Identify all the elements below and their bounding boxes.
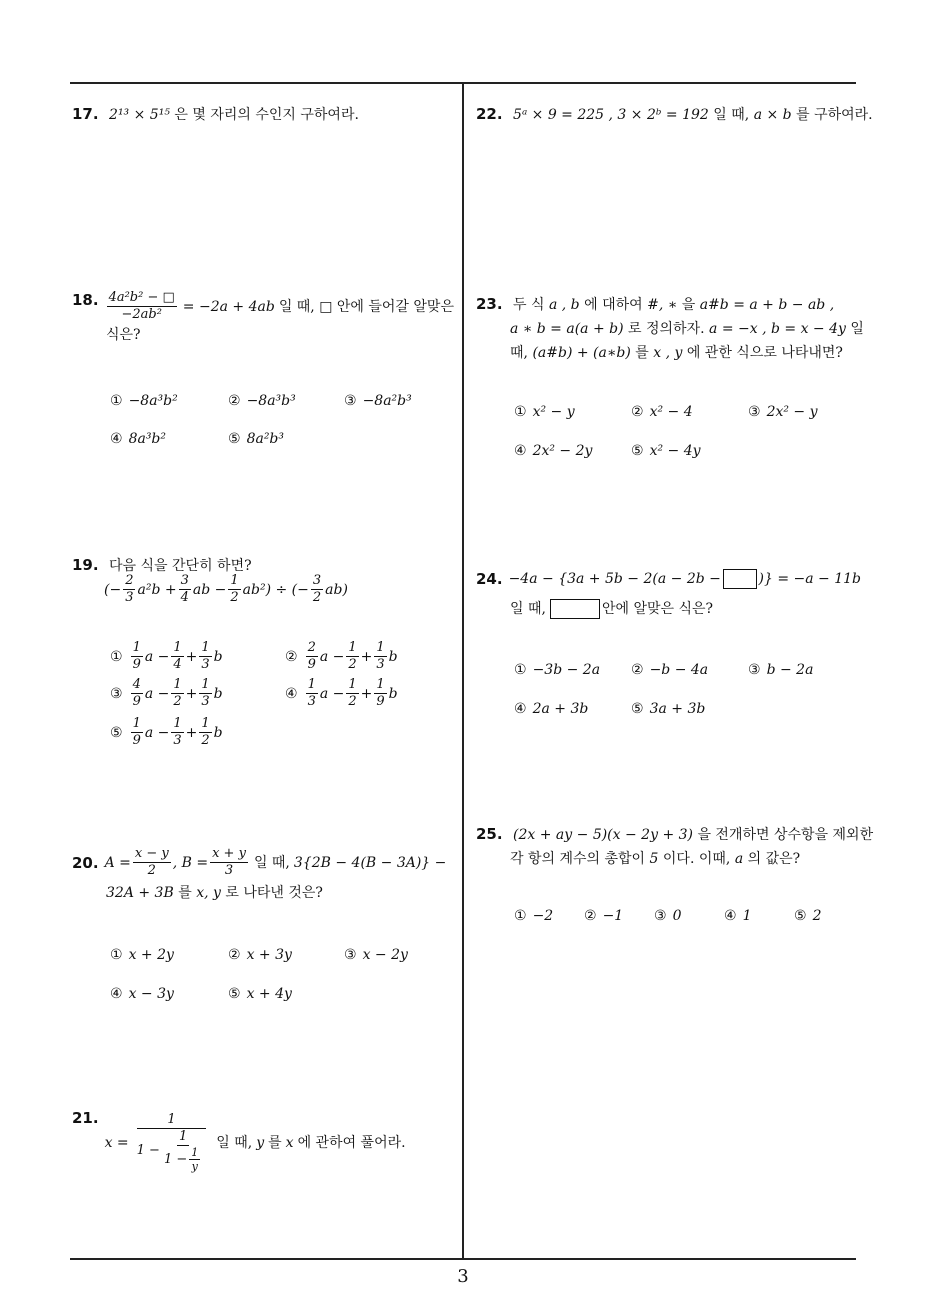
numerator: x − y	[134, 846, 169, 861]
problem-17	[72, 102, 359, 127]
problem-24	[476, 567, 861, 621]
choice-marker: ①	[110, 947, 123, 963]
expr-part: a −	[144, 724, 170, 741]
problem-text: 의 값은?	[747, 851, 801, 867]
math-expression: (a#b) + (a∗b)	[532, 345, 631, 361]
problem-text: 에 관하여 풀어라.	[297, 1134, 406, 1151]
denominator: 2	[230, 590, 239, 605]
denominator: 3	[201, 657, 210, 672]
expr-part: ab −	[192, 581, 227, 598]
option-value: −b − 4a	[649, 662, 709, 678]
option-value: 2	[812, 908, 822, 924]
numerator: 1	[348, 677, 357, 692]
problem-number: 19.	[72, 556, 99, 574]
choice-marker: ⑤	[228, 986, 241, 1002]
denominator: 2	[348, 694, 357, 709]
expr-part: x =	[104, 1134, 129, 1151]
problem-19-expression	[104, 573, 348, 606]
numerator: 1	[348, 640, 357, 655]
denominator: 2	[312, 590, 322, 605]
option-5[interactable]	[228, 986, 292, 1002]
problem-text: 각 항의 계수의 총합이	[510, 851, 646, 867]
numerator: x + y	[212, 846, 246, 861]
problem-23	[476, 292, 864, 365]
problem-text: 에 대하여	[584, 297, 643, 313]
problem-text-cont: 식은?	[106, 327, 141, 343]
option-value: 1	[742, 908, 752, 924]
option-5[interactable]	[228, 431, 284, 447]
fraction	[133, 846, 171, 879]
problem-text: 를	[178, 885, 192, 901]
option-5[interactable]	[110, 716, 223, 749]
option-2[interactable]	[631, 662, 708, 678]
option-value: −8a³b²	[128, 393, 178, 409]
expr-part: ab)	[325, 581, 348, 598]
choice-marker: ⑤	[110, 724, 123, 741]
denominator: 9	[132, 694, 141, 709]
math-expression: #, ∗	[647, 297, 678, 313]
fraction	[123, 573, 135, 606]
fraction	[189, 1146, 200, 1173]
option-value: −2	[532, 908, 554, 924]
problem-text: 일 때,	[713, 107, 750, 123]
problem-number: 18.	[72, 291, 99, 309]
math-expression: x	[285, 1134, 294, 1151]
math-expression: −4a − {3a + 5b − 2(a − 2b −	[508, 571, 721, 587]
choice-marker: ③	[344, 393, 357, 409]
math-expression: 32A + 3B	[106, 885, 174, 901]
choice-marker: ②	[631, 662, 644, 678]
fraction	[346, 677, 358, 710]
denominator: 2	[147, 863, 156, 878]
option-4[interactable]	[110, 431, 166, 447]
problem-number: 24.	[476, 570, 503, 588]
expr-part: a −	[144, 685, 170, 702]
math-expression: )} = −a − 11b	[758, 571, 861, 587]
expr-part: a −	[319, 648, 345, 665]
numerator: 3	[180, 573, 189, 588]
math-expression: x, y	[196, 885, 221, 901]
option-3[interactable]	[748, 662, 813, 678]
numerator: 1	[132, 716, 141, 731]
option-2[interactable]	[228, 947, 292, 963]
numerator: 4a²b² − □	[108, 290, 175, 305]
expr-part: +	[360, 685, 373, 702]
problem-text: 안에 알맞은 식은?	[601, 601, 714, 617]
math-expression: 3{2B − 4(B − 3A)} −	[293, 854, 447, 871]
option-value: x² − y	[532, 404, 575, 420]
choice-marker: ①	[514, 404, 527, 420]
expr-part: a −	[144, 648, 170, 665]
expr-part: , B =	[172, 854, 209, 871]
numerator: 1	[178, 1129, 188, 1144]
option-2[interactable]	[631, 404, 693, 420]
problem-text: 이다. 이때,	[662, 851, 731, 867]
expr-part: +	[360, 648, 373, 665]
numerator: 1	[376, 677, 385, 692]
numerator: 2	[125, 573, 134, 588]
blank-box	[550, 599, 600, 619]
expr-part: b	[388, 648, 398, 665]
math-expression: a = −x , b = x − 4y	[709, 321, 846, 337]
option-1[interactable]	[514, 662, 600, 678]
numerator: 1	[376, 640, 385, 655]
problem-text: 로 나타낸 것은?	[225, 885, 323, 901]
numerator: 1	[307, 677, 316, 692]
fraction	[131, 640, 143, 673]
choice-marker: ④	[110, 431, 123, 447]
problem-25	[476, 822, 874, 871]
fraction	[162, 1129, 204, 1173]
choice-marker: ④	[514, 443, 527, 459]
denominator	[162, 1146, 204, 1173]
problem-text: 에 관한 식으로 나타내면?	[686, 345, 843, 361]
option-2[interactable]	[228, 393, 296, 409]
problem-text: 를	[635, 345, 649, 361]
problem-text: 일 때,	[510, 601, 546, 617]
choice-marker: ⑤	[794, 908, 807, 924]
option-value: x + 3y	[246, 947, 292, 963]
math-expression: x , y	[653, 345, 683, 361]
expr-part: +	[185, 685, 198, 702]
choice-marker: ⑤	[228, 431, 241, 447]
choice-marker: ②	[228, 393, 241, 409]
denominator: 3	[224, 863, 234, 878]
option-value: −1	[602, 908, 624, 924]
denominator: 2	[201, 733, 210, 748]
option-value: 2x² − y	[766, 404, 818, 420]
option-value: 2a + 3b	[532, 701, 589, 717]
fraction	[131, 716, 143, 749]
math-expression: 5	[649, 851, 659, 867]
choice-marker: ①	[110, 648, 123, 665]
problem-number: 23.	[476, 295, 503, 313]
option-3[interactable]	[344, 393, 412, 409]
numerator: 3	[312, 573, 322, 588]
fraction	[306, 640, 318, 673]
problem-text: 일 때, □ 안에 들어갈 알맞은	[278, 298, 454, 315]
choice-marker: ⑤	[631, 701, 644, 717]
fraction	[228, 573, 240, 606]
denominator: 9	[376, 694, 385, 709]
option-2[interactable]	[285, 640, 398, 673]
numerator: 1	[173, 640, 182, 655]
problem-22	[476, 102, 873, 127]
option-value: −3b − 2a	[532, 662, 601, 678]
option-value: 0	[672, 908, 682, 924]
numerator: 1	[137, 1112, 205, 1129]
continued-fraction	[135, 1112, 209, 1173]
problem-text: 를 구하여라.	[796, 107, 873, 123]
fraction	[131, 677, 143, 710]
option-value: x² − 4	[649, 404, 693, 420]
expr-part: ab²) ÷ (−	[242, 581, 309, 598]
column-divider	[462, 82, 464, 1259]
math-expression: a	[734, 851, 744, 867]
option-4[interactable]	[285, 677, 398, 710]
numerator: 1	[201, 677, 210, 692]
denominator: 2	[348, 657, 357, 672]
option-value: x² − 4y	[649, 443, 701, 459]
denominator	[135, 1129, 209, 1173]
numerator: 1	[201, 640, 210, 655]
option-5[interactable]	[631, 443, 701, 459]
choice-marker: ⑤	[631, 443, 644, 459]
math-expression: a × b	[753, 107, 792, 123]
problem-text: 일	[850, 321, 864, 337]
fraction	[171, 716, 183, 749]
option-1[interactable]	[110, 947, 174, 963]
denominator: 3	[307, 694, 316, 709]
problem-20	[72, 846, 457, 905]
expr-part: 1 −	[136, 1143, 160, 1158]
problem-text: 때,	[510, 345, 528, 361]
problem-number: 17.	[72, 105, 99, 123]
choice-marker: ③	[344, 947, 357, 963]
problem-number: 25.	[476, 825, 503, 843]
expr-part: b	[213, 685, 223, 702]
option-3[interactable]	[748, 404, 818, 420]
problem-text: 을	[681, 297, 696, 313]
option-value: x − 2y	[362, 947, 408, 963]
blank-box	[723, 569, 757, 589]
denominator: 9	[132, 657, 141, 672]
fraction	[199, 640, 211, 673]
expr-part: b	[213, 648, 223, 665]
option-1[interactable]	[110, 640, 223, 673]
option-5[interactable]	[631, 701, 705, 717]
math-expression: 2¹³ × 5¹⁵	[109, 107, 170, 123]
bottom-rule	[70, 1258, 856, 1260]
problem-text: 를	[268, 1134, 282, 1151]
problem-text: 다음 식을 간단히 하면?	[109, 558, 252, 574]
option-value: b − 2a	[766, 662, 814, 678]
option-value: 8a³b²	[128, 431, 167, 447]
fraction	[107, 290, 177, 323]
problem-text: 두 식	[513, 297, 545, 313]
option-value: x + 2y	[128, 947, 174, 963]
math-expression: = −2a + 4ab	[182, 298, 275, 315]
fraction	[171, 640, 183, 673]
option-value: 3a + 3b	[649, 701, 706, 717]
choice-marker: ③	[654, 908, 667, 924]
choice-marker: ④	[724, 908, 737, 924]
problem-text: 로 정의하자.	[628, 321, 705, 337]
fraction	[199, 677, 211, 710]
choice-marker: ②	[228, 947, 241, 963]
denominator: 4	[173, 657, 182, 672]
fraction	[179, 573, 191, 606]
numerator: 1	[132, 640, 141, 655]
choice-marker: ②	[631, 404, 644, 420]
choice-marker: ③	[748, 662, 761, 678]
option-4[interactable]	[724, 908, 751, 924]
choice-marker: ④	[285, 685, 298, 702]
expr-part: (−	[104, 581, 122, 598]
option-2[interactable]	[584, 908, 623, 924]
denominator: y	[191, 1160, 198, 1173]
choice-marker: ③	[748, 404, 761, 420]
math-expression: a ∗ b = a(a + b)	[510, 321, 624, 337]
problem-21	[72, 1106, 406, 1173]
page-number: 3	[457, 1266, 469, 1287]
choice-marker: ①	[514, 662, 527, 678]
choice-marker: ①	[110, 393, 123, 409]
choice-marker: ②	[584, 908, 597, 924]
option-1[interactable]	[514, 404, 575, 420]
problem-text: 일 때,	[253, 854, 290, 871]
expr-part: 1 −	[163, 1151, 188, 1167]
option-3[interactable]	[654, 908, 681, 924]
math-expression: 5ᵃ × 9 = 225 , 3 × 2ᵇ = 192	[513, 107, 709, 123]
option-1[interactable]	[110, 393, 178, 409]
math-expression: a , b	[548, 297, 580, 313]
problem-number: 22.	[476, 105, 503, 123]
option-value: 8a²b³	[246, 431, 285, 447]
fraction	[306, 677, 318, 710]
denominator: 3	[376, 657, 385, 672]
fraction	[210, 846, 248, 879]
fraction	[199, 716, 211, 749]
denominator: 2	[173, 694, 182, 709]
denominator: −2ab²	[121, 307, 162, 322]
option-value: 2x² − 2y	[532, 443, 593, 459]
problem-number: 21.	[72, 1109, 99, 1127]
option-4[interactable]	[514, 701, 588, 717]
choice-marker: ④	[110, 986, 123, 1002]
option-4[interactable]	[514, 443, 592, 459]
expr-part: A =	[104, 854, 131, 871]
numerator: 4	[132, 677, 141, 692]
expr-part: b	[213, 724, 223, 741]
expr-part: +	[185, 648, 198, 665]
problem-text: 일 때,	[216, 1134, 253, 1151]
denominator: 3	[201, 694, 210, 709]
expr-part: a²b +	[137, 581, 177, 598]
expr-part: a −	[319, 685, 345, 702]
problem-number: 20.	[72, 853, 99, 872]
fraction	[311, 573, 323, 606]
fraction	[374, 677, 386, 710]
option-value: −8a³b³	[246, 393, 296, 409]
expr-part: b	[388, 685, 398, 702]
expr-part: +	[185, 724, 198, 741]
choice-marker: ③	[110, 685, 123, 702]
numerator: 1	[230, 573, 239, 588]
option-1[interactable]	[514, 908, 553, 924]
numerator: 1	[201, 716, 210, 731]
problem-text: 은 몇 자리의 수인지 구하여라.	[174, 107, 359, 123]
option-4[interactable]	[110, 986, 174, 1002]
option-5[interactable]	[794, 908, 821, 924]
option-3[interactable]	[344, 947, 408, 963]
problem-text: 을 전개하면 상수항을 제외한	[697, 827, 874, 843]
denominator: 9	[307, 657, 316, 672]
math-expression: a#b = a + b − ab ,	[699, 297, 835, 313]
numerator: 1	[173, 716, 182, 731]
fraction	[346, 640, 358, 673]
choice-marker: ②	[285, 648, 298, 665]
option-value: x + 4y	[246, 986, 292, 1002]
fraction	[374, 640, 386, 673]
math-expression: y	[256, 1134, 265, 1151]
option-3[interactable]	[110, 677, 223, 710]
option-value: x − 3y	[128, 986, 174, 1002]
fraction	[171, 677, 183, 710]
denominator: 3	[173, 733, 182, 748]
problem-18	[72, 290, 457, 347]
choice-marker: ④	[514, 701, 527, 717]
math-expression: (2x + ay − 5)(x − 2y + 3)	[513, 827, 693, 843]
numerator: 2	[307, 640, 316, 655]
denominator: 4	[180, 590, 189, 605]
option-value: −8a²b³	[362, 393, 412, 409]
numerator: 1	[173, 677, 182, 692]
denominator: 9	[132, 733, 141, 748]
denominator: 3	[125, 590, 134, 605]
choice-marker: ①	[514, 908, 527, 924]
numerator: 1	[191, 1146, 199, 1159]
